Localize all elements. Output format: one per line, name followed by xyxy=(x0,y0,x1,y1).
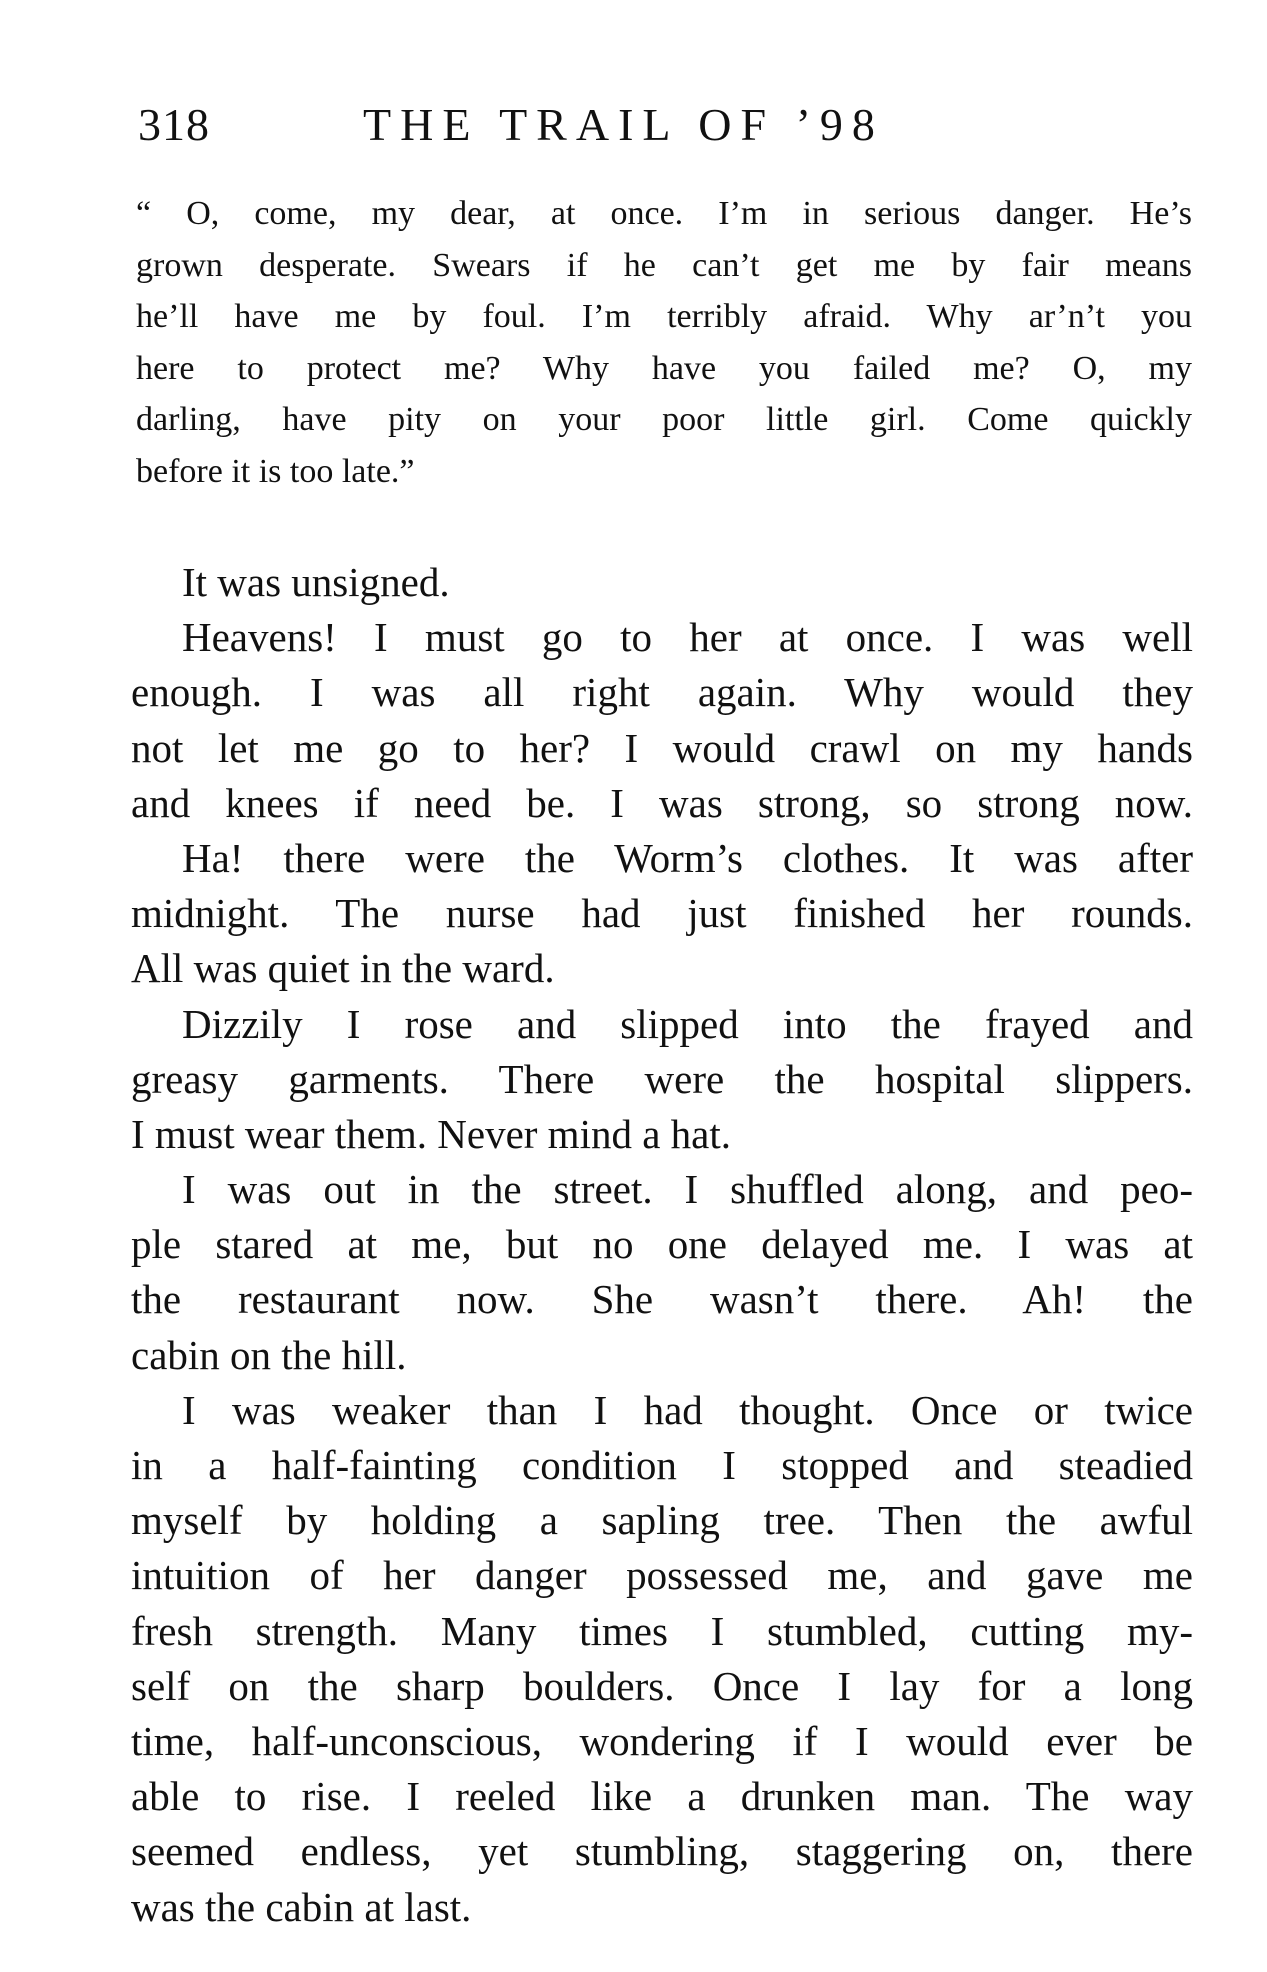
letter-line: here to protect me? Why have you failed me? O, my xyxy=(136,349,1192,387)
letter-line: before it is too late.” xyxy=(136,452,415,490)
paragraph-line: cabin on the hill. xyxy=(131,1331,407,1378)
paragraph-line: Dizzily I rose and slipped into the frayed and xyxy=(182,1000,1193,1047)
paragraph-line: Heavens! I must go to her at once. I was well xyxy=(182,614,1193,661)
letter-line: he’ll have me by foul. I’m terribly afraid. Why ar’n’t you xyxy=(136,298,1192,335)
paragraph-line: able to rise. I reeled like a drunken man. The way xyxy=(131,1773,1193,1820)
paragraph-line: intuition of her danger possessed me, and gave me xyxy=(131,1552,1193,1599)
paragraph-line: enough. I was all right again. Why would they xyxy=(131,669,1193,716)
quoted-letter xyxy=(136,188,1192,497)
paragraph-line: myself by holding a sapling tree. Then the awful xyxy=(131,1497,1193,1544)
paragraph-line: greasy garments. There were the hospital slippers. xyxy=(131,1055,1193,1102)
paragraph-line: was the cabin at last. xyxy=(131,1883,472,1930)
paragraph-line: Ha! there were the Worm’s clothes. It was after xyxy=(182,834,1193,881)
paragraph-line: not let me go to her? I would crawl on my hands xyxy=(131,724,1193,771)
paragraph-line: in a half-fainting condition I stopped and steadied xyxy=(131,1442,1193,1488)
paragraph-line: I must wear them. Never mind a hat. xyxy=(131,1110,732,1157)
paragraph-line: and knees if need be. I was strong, so strong now. xyxy=(131,779,1193,826)
paragraph-line: I was out in the street. I shuffled along, and peo- xyxy=(182,1166,1193,1213)
running-head xyxy=(138,98,1198,158)
letter-line: “ O, come, my dear, at once. I’m in serious danger. He’s xyxy=(136,195,1192,232)
paragraph-line: self on the sharp boulders. Once I lay for a long xyxy=(131,1662,1193,1709)
paragraph-line: seemed endless, yet stumbling, staggering on, there xyxy=(131,1828,1193,1875)
paragraph-line: All was quiet in the ward. xyxy=(131,945,555,992)
narrative-text xyxy=(131,555,1193,1935)
letter-line: grown desperate. Swears if he can’t get me by fair means xyxy=(136,246,1192,284)
paragraph-line: fresh strength. Many times I stumbled, cutting my- xyxy=(131,1607,1193,1654)
paragraph-line: midnight. The nurse had just finished her rounds. xyxy=(131,890,1193,937)
letter-line: darling, have pity on your poor little girl. Come quickly xyxy=(136,401,1192,438)
paragraph-line: the restaurant now. She wasn’t there. Ah! the xyxy=(131,1276,1193,1323)
paragraph-line: ple stared at me, but no one delayed me. I was at xyxy=(131,1221,1193,1268)
paragraph-line: It was unsigned. xyxy=(182,559,450,605)
paragraph-line: time, half-unconscious, wondering if I would ever be xyxy=(131,1717,1193,1764)
page-number: 318 xyxy=(138,99,210,150)
book-title: THE TRAIL OF ’98 xyxy=(363,99,884,150)
paragraph-line: I was weaker than I had thought. Once or twice xyxy=(182,1386,1193,1433)
